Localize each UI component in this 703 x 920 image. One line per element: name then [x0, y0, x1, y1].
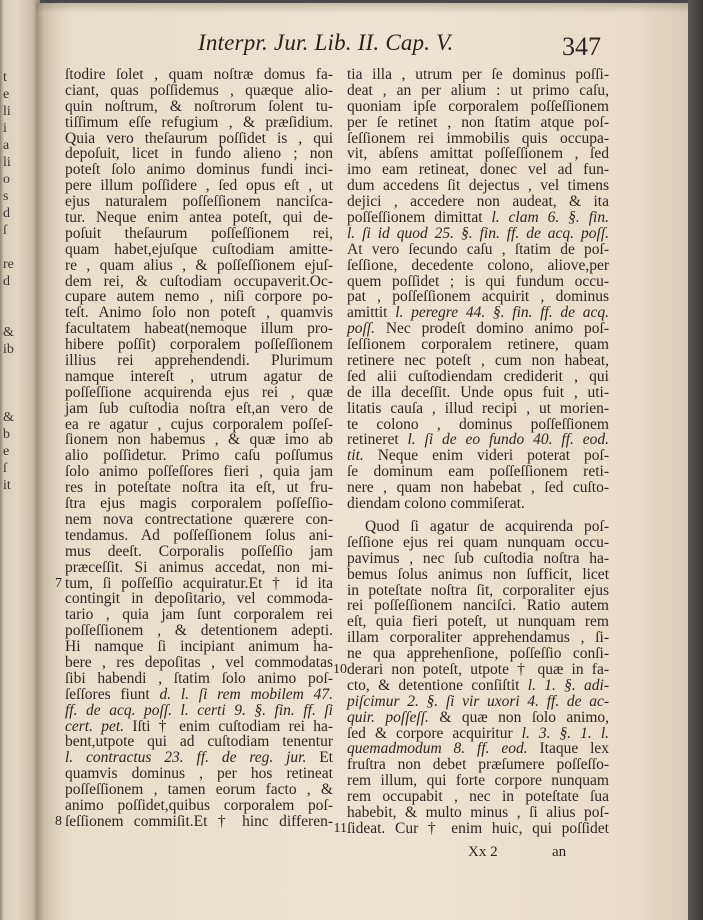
text-line [65, 289, 333, 305]
text-run: per ſe retinet , non ſtatim atque poſ- [347, 113, 609, 131]
text-line [65, 671, 333, 687]
text-line [65, 639, 333, 655]
facing-page-fragment: li [3, 104, 11, 119]
text-line [347, 194, 609, 210]
text-run: quem poſſidet ; is qui fundum occu- [347, 272, 609, 290]
text-run: cupare autem nemo , niſi corpore po- [65, 288, 333, 306]
text-run: Nec prodeſt domino animo poſ- [375, 320, 609, 338]
legal-citation: poſſ. [347, 320, 375, 338]
text-line [347, 519, 609, 535]
text-run: cto, & detentione conſiſtit [347, 676, 528, 694]
text-run: & quæ non ſolo animo, [428, 708, 609, 726]
text-run: ſibi habendi , ſtatim ſolo animo poſ- [65, 669, 333, 687]
text-line [65, 194, 333, 210]
text-run: bemus ſolus animus non ſufficit, licet [347, 565, 609, 583]
text-run: At vero ſecundo caſu , ſtatim de poſ- [347, 240, 609, 258]
text-line [347, 646, 609, 662]
right-text-column [333, 66, 610, 837]
text-run: ſideat. Cur † enim huic, qui poſſidet [347, 819, 609, 837]
text-line [65, 417, 333, 433]
text-run: tario , quia jam ſunt corporalem rei [65, 606, 333, 624]
text-line [347, 353, 609, 369]
text-line [347, 337, 609, 353]
text-run: de illa deceſſit. Unde opus fuit , uti- [347, 383, 609, 401]
text-run: ſeſſione ejus rei quam nunquam occu- [347, 533, 609, 551]
text-line [65, 162, 333, 178]
text-run: te colono , dominus poſſeſſionem [347, 415, 609, 433]
text-line [347, 210, 609, 226]
text-line [65, 560, 333, 576]
text-run: dejici , accedere non audeat, & ita [347, 193, 609, 211]
text-line [65, 734, 333, 750]
text-line [65, 274, 333, 290]
facing-page-fragment: ſ [3, 223, 7, 238]
text-line [347, 448, 609, 464]
facing-page-fragment: & [3, 325, 14, 340]
text-line [347, 401, 609, 417]
text-run: res in poteſtate noſtra ita eſt, ut fru- [65, 479, 333, 497]
text-run: tendamus. Ad poſſeſſionem ſolus ani- [65, 526, 333, 544]
text-line [65, 146, 333, 162]
text-run: poteſt ſolo animo dominus fundi inci- [65, 161, 333, 179]
text-run: nere , quam non habebat , ſed cuſto- [347, 479, 609, 497]
paragraph [333, 517, 610, 837]
text-line [347, 496, 609, 512]
left-text-column [55, 66, 333, 830]
margin-note-number: 11 [333, 820, 347, 836]
text-run: rem illum, qui forte corpore nunquam [347, 772, 609, 790]
text-line [65, 131, 333, 147]
text-line [347, 67, 609, 83]
text-run: re , quam alius , & poſſeſſionem ejuſ- [65, 256, 333, 274]
text-line [65, 655, 333, 671]
text-line [65, 703, 333, 719]
text-run: quam habet,ejuſque cuſtodiam amitte- [65, 240, 333, 258]
text-line [65, 798, 333, 814]
text-run: ea re agatur , cujus corporalem poſſeſ- [65, 415, 333, 433]
page-top-shadow [36, 3, 688, 13]
text-line [347, 432, 609, 448]
text-run: namque intereſt , utrum agatur de [65, 367, 333, 385]
text-line [65, 99, 333, 115]
legal-citation: l. peregre 44. §. fin. ff. de acq. [395, 304, 610, 322]
text-line [65, 719, 333, 735]
text-run: ſe dominum eam poſſeſſionem reti- [347, 463, 609, 481]
legal-citation: l. ſi de eo fundo 40. ff. eod. [407, 431, 609, 449]
text-line [347, 305, 609, 321]
text-run: hibere poſſit) corporalem poſſeſſionem [65, 336, 333, 354]
legal-citation: l. contractus 23. ff. de reg. jur. [65, 749, 307, 767]
text-run: animo poſſidet,quibus corporalem poſ- [65, 796, 333, 814]
text-run: Quod ſi agatur de acquirenda poſ- [365, 517, 609, 535]
text-line [347, 417, 609, 433]
facing-page-fragment: e [3, 444, 10, 459]
text-run: ſtodire ſolet , quam noſtræ domus fa- [65, 66, 333, 83]
text-run: ſeſſionem commiſit.Et † hinc differen- [65, 812, 333, 830]
text-line [55, 574, 333, 592]
text-run: derari non poteſt, utpote † quæ in fa- [347, 660, 609, 678]
text-line [65, 544, 333, 560]
text-run: Itaque lex [527, 740, 610, 758]
text-line [347, 480, 609, 496]
text-line [347, 274, 609, 290]
facing-page-fragment: d [3, 206, 10, 221]
text-line [65, 115, 333, 131]
text-line [347, 369, 609, 385]
scan-background-edge [688, 0, 703, 920]
text-line [65, 210, 333, 226]
facing-page-fragment: s [3, 189, 9, 204]
text-run: ſionem non habemus , & quæ imo ab [65, 431, 333, 449]
text-line [65, 83, 333, 99]
text-run: Neque enim videri poterat poſ- [363, 447, 609, 465]
text-run: quamvis dominus , per hos retineat [65, 765, 333, 783]
text-line [65, 766, 333, 782]
text-run: nem nova contrectatione quærere con- [65, 510, 333, 528]
text-line [347, 741, 609, 757]
text-line [347, 789, 609, 805]
text-run: mus deeſt. Corporalis poſſeſſio jam [65, 542, 333, 560]
text-run: ciant, quas poſſidemus , quæque alio- [65, 81, 333, 99]
signature-mark: Xx 2 [468, 844, 498, 860]
text-run: bere , res depoſitas , vel commodatas [65, 653, 333, 671]
legal-citation: piſcimur 2. §. ſi vir uxori 4. ff. de ac- [347, 692, 609, 710]
legal-citation: l. clam 6. §. fin. [491, 209, 609, 227]
text-line [347, 757, 609, 773]
legal-citation: l. ſi id quod 25. §. fin. ff. de acq. poſſ. [347, 224, 609, 242]
text-run: litatis cauſa , illud recipi , ut morien- [347, 399, 609, 417]
text-line [347, 694, 609, 710]
text-run: ſtra ejus magis corporalem poſſeſſio- [65, 495, 333, 513]
text-run: facultatem habeat(nemoque illum pro- [65, 320, 333, 338]
text-line [347, 630, 609, 646]
margin-note-number: 7 [55, 575, 62, 591]
text-run: poſuit theſaurum poſſeſſionem rei, [65, 224, 333, 242]
text-line [65, 750, 333, 766]
text-run: depoſuit, licet in fundo alieno ; non [65, 145, 333, 163]
text-line [65, 448, 333, 464]
text-run: contingit in depoſitario, vel commoda- [65, 590, 333, 608]
text-run: rei poſſeſſionem nanciſci. Ratio autem [347, 597, 609, 615]
text-run: bent,utpote qui ad cuſtodiam tenentur [65, 733, 333, 751]
text-line [347, 162, 609, 178]
text-line [347, 242, 609, 258]
paragraph [55, 66, 333, 830]
text-run: Et [306, 749, 333, 767]
text-line [347, 773, 609, 789]
text-run: poſſeſſionem , & detentionem adepti. [65, 622, 333, 640]
legal-citation: quir. poſſeſſ. [347, 708, 429, 726]
facing-page-fragment: o [3, 172, 10, 187]
text-line [65, 305, 333, 321]
text-run: dem rei, & cuſtodiam occupaverit.Oc- [65, 272, 333, 290]
text-line [347, 83, 609, 99]
text-line [65, 226, 333, 242]
text-run: tiſſimum eſſe refugium , & præſidium. [65, 113, 333, 131]
text-run: pere illum poſſidere , ſed opus eſt , ut [65, 177, 333, 195]
facing-page-fragment: & [3, 410, 14, 425]
legal-citation: quemadmodum 8. ff. eod. [347, 740, 528, 758]
text-line [65, 385, 333, 401]
text-line [333, 819, 609, 837]
text-line [65, 528, 333, 544]
text-run: tum, ſi poſſeſſio acquiratur.Et † id ita [65, 574, 333, 592]
text-line [347, 805, 609, 821]
text-line [347, 385, 609, 401]
text-run: ejus naturalem poſſeſſionem nanciſca- [65, 193, 333, 211]
text-line [65, 432, 333, 448]
text-line [65, 242, 333, 258]
facing-page-fragment: li [3, 155, 11, 170]
text-line [347, 551, 609, 567]
text-run: amittit [347, 304, 396, 322]
text-run: poſſeſſionem , tamen eorum facto , & [65, 781, 333, 799]
facing-page-fragment: t [3, 70, 7, 85]
text-line [65, 353, 333, 369]
facing-page-fragment: it [3, 478, 11, 493]
text-run: jam ſub cuſtodia noſtra eſt,an vero de [65, 399, 333, 417]
text-run: poſſeſſione acquirenda ejus rei , quæ [65, 383, 333, 401]
text-line [65, 258, 333, 274]
text-run: alio poſſidetur. Primo caſu poſſumus [65, 447, 333, 465]
text-run: ne qua apprehenſione, poſſeſſio conſi- [347, 645, 609, 663]
facing-page-fragment: d [3, 274, 10, 289]
text-run: illam corporaliter apprehendamus , ſi- [347, 629, 609, 647]
text-run: ſed alii cuſtodiendam crediderit , qui [347, 367, 609, 385]
text-run: ſeſſione, decedente colono, aliove,per [347, 256, 609, 274]
text-run: pat , poſſeſſionem acquirit , dominus [347, 288, 609, 306]
text-line [65, 687, 333, 703]
text-line [55, 812, 333, 830]
text-line [65, 337, 333, 353]
text-line [65, 401, 333, 417]
text-run: ſeſſores fiunt [65, 685, 160, 703]
text-run: teſt. Animo ſolo non poteſt , quamvis [65, 304, 333, 322]
legal-citation: tit. [347, 447, 364, 465]
text-line [65, 782, 333, 798]
text-line [65, 607, 333, 623]
facing-page-fragment: ſ [3, 461, 7, 476]
text-run: Quia vero theſaurum poſſidet is , qui [65, 129, 333, 147]
text-line [347, 598, 609, 614]
text-line [65, 591, 333, 607]
facing-page-fragment: re [3, 257, 14, 272]
legal-citation: l. 1. §. adi- [527, 676, 609, 694]
text-line [65, 369, 333, 385]
text-run: ſed & corpore acquiritur [347, 724, 522, 742]
text-line [65, 512, 333, 528]
text-line [347, 614, 609, 630]
text-line [347, 710, 609, 726]
text-run: dum accedens ſit dejectus , vel timens [347, 177, 609, 195]
margin-note-number: 8 [55, 813, 62, 829]
text-line [347, 289, 609, 305]
legal-citation: d. l. ſi rem mobilem 47. [159, 685, 333, 703]
text-line [347, 99, 609, 115]
text-run: ſeſſionem rei immobilis quis occupa- [347, 129, 609, 147]
text-run: habebit, & multo minus , ſi alius poſ- [347, 803, 609, 821]
text-run: eſt, quia fieri poteſt, ut nunquam rem [347, 613, 609, 631]
text-run: præceſſit. Si animus accedat, non mi- [65, 558, 333, 576]
text-line [347, 146, 609, 162]
text-run: quin noſtrum, & noſtrorum ſolent tu- [65, 97, 333, 115]
text-run: tia illa , utrum per ſe dominus poſſi- [347, 66, 609, 83]
text-run: ſolo animo poſſeſſores fieri , quia jam [65, 463, 333, 481]
text-line [65, 623, 333, 639]
text-line [65, 496, 333, 512]
text-run: poſſeſſionem dimittat [347, 209, 492, 227]
paragraph [347, 67, 609, 512]
text-line [347, 258, 609, 274]
text-line [65, 67, 333, 83]
text-run: fruſtra non debet præſumere poſſeſſo- [347, 756, 609, 774]
text-run: tur. Neque enim antea poteſt, qui de- [65, 209, 333, 227]
text-line [65, 464, 333, 480]
text-run: in poteſtate noſtra ſit, corporaliter ejus [347, 581, 609, 599]
facing-page-fragment: i [3, 121, 7, 136]
text-line [333, 660, 609, 678]
text-line [347, 464, 609, 480]
text-run: pavimus , nec ſub cuſtodia noſtra ha- [347, 549, 609, 567]
legal-citation: ff. de acq. poſſ. l. certi 9. §. fin. ff. ſi [65, 701, 333, 719]
page-number: 347 [562, 32, 601, 61]
text-line [347, 131, 609, 147]
text-line [347, 678, 609, 694]
facing-page-fragment: a [3, 138, 10, 153]
text-run: ſeſſionem corporalem retinere, quam [347, 336, 609, 354]
legal-citation: l. 3. §. 1. l. [521, 724, 609, 742]
facing-page-edge [0, 0, 40, 920]
text-line [65, 178, 333, 194]
text-line [347, 115, 609, 131]
margin-note-number: 10 [333, 661, 347, 677]
text-line [347, 583, 609, 599]
text-line [347, 321, 609, 337]
text-run: rem occupabit , nec in poteſtate ſua [347, 788, 609, 806]
text-line [347, 726, 609, 742]
text-run: Iſti † enim cuſtodiam rei ha- [124, 717, 333, 735]
facing-page-fragment: e [3, 87, 10, 102]
facing-page-fragment: ib [3, 342, 14, 357]
text-run: imo eam retineat, donec vel ad fun- [347, 161, 609, 179]
legal-citation: cert. pet. [65, 717, 125, 735]
text-line [347, 567, 609, 583]
text-line [347, 535, 609, 551]
catchword: an [552, 844, 567, 860]
text-line [347, 178, 609, 194]
text-run: diendam colono commiſerat. [347, 495, 525, 513]
text-run: retineret [347, 431, 408, 449]
facing-page-fragment: b [3, 427, 10, 442]
text-line [65, 321, 333, 337]
text-run: deat , an per alium : ut primo caſu, [347, 81, 609, 99]
running-title: Interpr. Jur. Lib. II. Cap. V. [198, 30, 454, 55]
text-run: vit, abſens amittat poſſeſſionem , ſed [347, 145, 609, 163]
text-run: quoniam ipſe corporalem poſſeſſionem [347, 97, 609, 115]
text-line [65, 480, 333, 496]
text-line [347, 226, 609, 242]
text-run: retinere nec poteſt , cum non habeat, [347, 352, 609, 370]
text-run: Hi namque ſi incipiant animum ha- [65, 638, 333, 656]
text-run: illius rei apprehendendi. Plurimum [65, 352, 333, 370]
